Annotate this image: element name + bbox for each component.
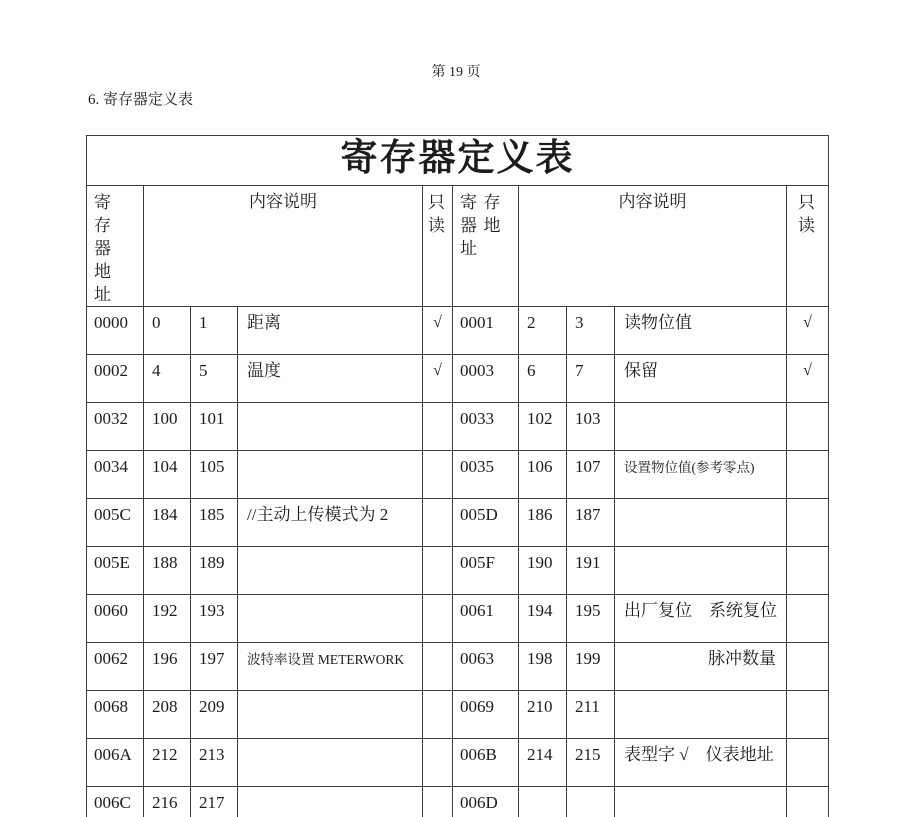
readonly-cell (423, 547, 453, 595)
byte-low-cell: 188 (144, 547, 191, 595)
readonly-cell (787, 499, 829, 547)
byte-low-cell: 190 (519, 547, 567, 595)
readonly-cell (787, 787, 829, 817)
description-cell: //主动上传模式为 2 (238, 499, 423, 547)
table-row (87, 403, 829, 451)
byte-high-cell: 187 (567, 499, 615, 547)
register-address-cell: 0069 (453, 691, 519, 739)
byte-low-cell: 184 (144, 499, 191, 547)
byte-high-cell: 103 (567, 403, 615, 451)
description-cell (238, 451, 423, 499)
byte-high-cell: 193 (191, 595, 238, 643)
description-cell: 保留 (615, 355, 787, 403)
header-register-address-right: 寄存器地址 (453, 186, 519, 307)
register-address-cell: 0068 (87, 691, 144, 739)
readonly-cell: √ (423, 307, 453, 355)
description-cell: 出厂复位 系统复位 (615, 595, 787, 643)
readonly-cell (423, 739, 453, 787)
description-cell: 温度 (238, 355, 423, 403)
table-title: 寄存器定义表 (87, 136, 829, 186)
register-address-cell: 0002 (87, 355, 144, 403)
readonly-cell (423, 451, 453, 499)
byte-high-cell: 217 (191, 787, 238, 817)
register-address-cell: 005D (453, 499, 519, 547)
byte-low-cell: 198 (519, 643, 567, 691)
description-cell (238, 787, 423, 817)
byte-high-cell: 101 (191, 403, 238, 451)
readonly-cell (423, 595, 453, 643)
byte-high-cell: 213 (191, 739, 238, 787)
readonly-cell: √ (787, 307, 829, 355)
description-cell (615, 691, 787, 739)
byte-high-cell: 211 (567, 691, 615, 739)
readonly-cell (787, 547, 829, 595)
register-address-cell: 0000 (87, 307, 144, 355)
byte-high-cell: 3 (567, 307, 615, 355)
byte-high-cell: 105 (191, 451, 238, 499)
readonly-cell (787, 643, 829, 691)
byte-high-cell: 7 (567, 355, 615, 403)
byte-low-cell: 196 (144, 643, 191, 691)
header-readonly-right: 只读 (787, 186, 829, 307)
register-address-cell: 006A (87, 739, 144, 787)
readonly-cell (423, 691, 453, 739)
description-cell (238, 595, 423, 643)
byte-low-cell: 106 (519, 451, 567, 499)
byte-low-cell: 2 (519, 307, 567, 355)
description-cell: 波特率设置 METERWORK (238, 643, 423, 691)
byte-low-cell: 102 (519, 403, 567, 451)
register-address-cell: 0035 (453, 451, 519, 499)
description-cell (238, 403, 423, 451)
description-cell: 设置物位值(参考零点) (615, 451, 787, 499)
table-row (87, 739, 829, 787)
readonly-cell (787, 451, 829, 499)
description-cell: 脉冲数量 (615, 643, 787, 691)
register-table-body (87, 307, 829, 817)
byte-high-cell: 191 (567, 547, 615, 595)
description-cell (615, 787, 787, 817)
register-address-cell: 0003 (453, 355, 519, 403)
table-row (87, 643, 829, 691)
register-address-cell: 006C (87, 787, 144, 817)
byte-low-cell: 186 (519, 499, 567, 547)
description-cell (615, 499, 787, 547)
header-readonly-left: 只读 (423, 186, 453, 307)
description-cell (238, 691, 423, 739)
table-row (87, 307, 829, 355)
byte-low-cell: 4 (144, 355, 191, 403)
byte-low-cell: 0 (144, 307, 191, 355)
readonly-cell (423, 403, 453, 451)
byte-low-cell: 214 (519, 739, 567, 787)
table-header-row (87, 186, 829, 307)
page-number: 第 19 页 (431, 65, 481, 80)
description-cell (238, 739, 423, 787)
register-address-cell: 0063 (453, 643, 519, 691)
byte-high-cell (567, 787, 615, 817)
readonly-cell (423, 643, 453, 691)
table-row (87, 691, 829, 739)
readonly-cell (787, 691, 829, 739)
register-address-cell: 005F (453, 547, 519, 595)
register-address-cell: 005C (87, 499, 144, 547)
byte-high-cell: 197 (191, 643, 238, 691)
description-cell: 距离 (238, 307, 423, 355)
byte-low-cell: 104 (144, 451, 191, 499)
header-description-left: 内容说明 (144, 186, 423, 307)
table-row (87, 499, 829, 547)
byte-low-cell: 208 (144, 691, 191, 739)
table-title-row (87, 136, 829, 186)
table-row (87, 547, 829, 595)
byte-low-cell: 212 (144, 739, 191, 787)
byte-low-cell: 192 (144, 595, 191, 643)
section-heading: 6. 寄存器定义表 (88, 92, 194, 108)
register-definition-table (86, 135, 829, 817)
readonly-cell: √ (787, 355, 829, 403)
byte-high-cell: 199 (567, 643, 615, 691)
description-cell: 读物位值 (615, 307, 787, 355)
register-address-cell: 0034 (87, 451, 144, 499)
header-register-address-left: 寄存器地址 (87, 186, 144, 307)
byte-high-cell: 1 (191, 307, 238, 355)
byte-low-cell: 216 (144, 787, 191, 817)
register-address-cell: 0033 (453, 403, 519, 451)
byte-high-cell: 189 (191, 547, 238, 595)
register-address-cell: 0032 (87, 403, 144, 451)
byte-high-cell: 5 (191, 355, 238, 403)
byte-high-cell: 215 (567, 739, 615, 787)
byte-low-cell: 6 (519, 355, 567, 403)
readonly-cell (787, 403, 829, 451)
readonly-cell: √ (423, 355, 453, 403)
byte-high-cell: 185 (191, 499, 238, 547)
register-address-cell: 006B (453, 739, 519, 787)
register-address-cell: 005E (87, 547, 144, 595)
register-address-cell: 0062 (87, 643, 144, 691)
register-address-cell: 0001 (453, 307, 519, 355)
description-cell (615, 403, 787, 451)
byte-low-cell: 100 (144, 403, 191, 451)
description-cell: 表型字 √ 仪表地址 (615, 739, 787, 787)
description-cell (615, 547, 787, 595)
table-row (87, 595, 829, 643)
table-row (87, 787, 829, 817)
table-row (87, 355, 829, 403)
readonly-cell (787, 739, 829, 787)
register-address-cell: 0060 (87, 595, 144, 643)
byte-low-cell: 210 (519, 691, 567, 739)
table-row (87, 451, 829, 499)
byte-low-cell: 194 (519, 595, 567, 643)
byte-high-cell: 195 (567, 595, 615, 643)
register-address-cell: 006D (453, 787, 519, 817)
readonly-cell (423, 787, 453, 817)
description-cell (238, 547, 423, 595)
readonly-cell (423, 499, 453, 547)
byte-high-cell: 209 (191, 691, 238, 739)
byte-low-cell (519, 787, 567, 817)
header-description-right: 内容说明 (519, 186, 787, 307)
byte-high-cell: 107 (567, 451, 615, 499)
readonly-cell (787, 595, 829, 643)
register-address-cell: 0061 (453, 595, 519, 643)
